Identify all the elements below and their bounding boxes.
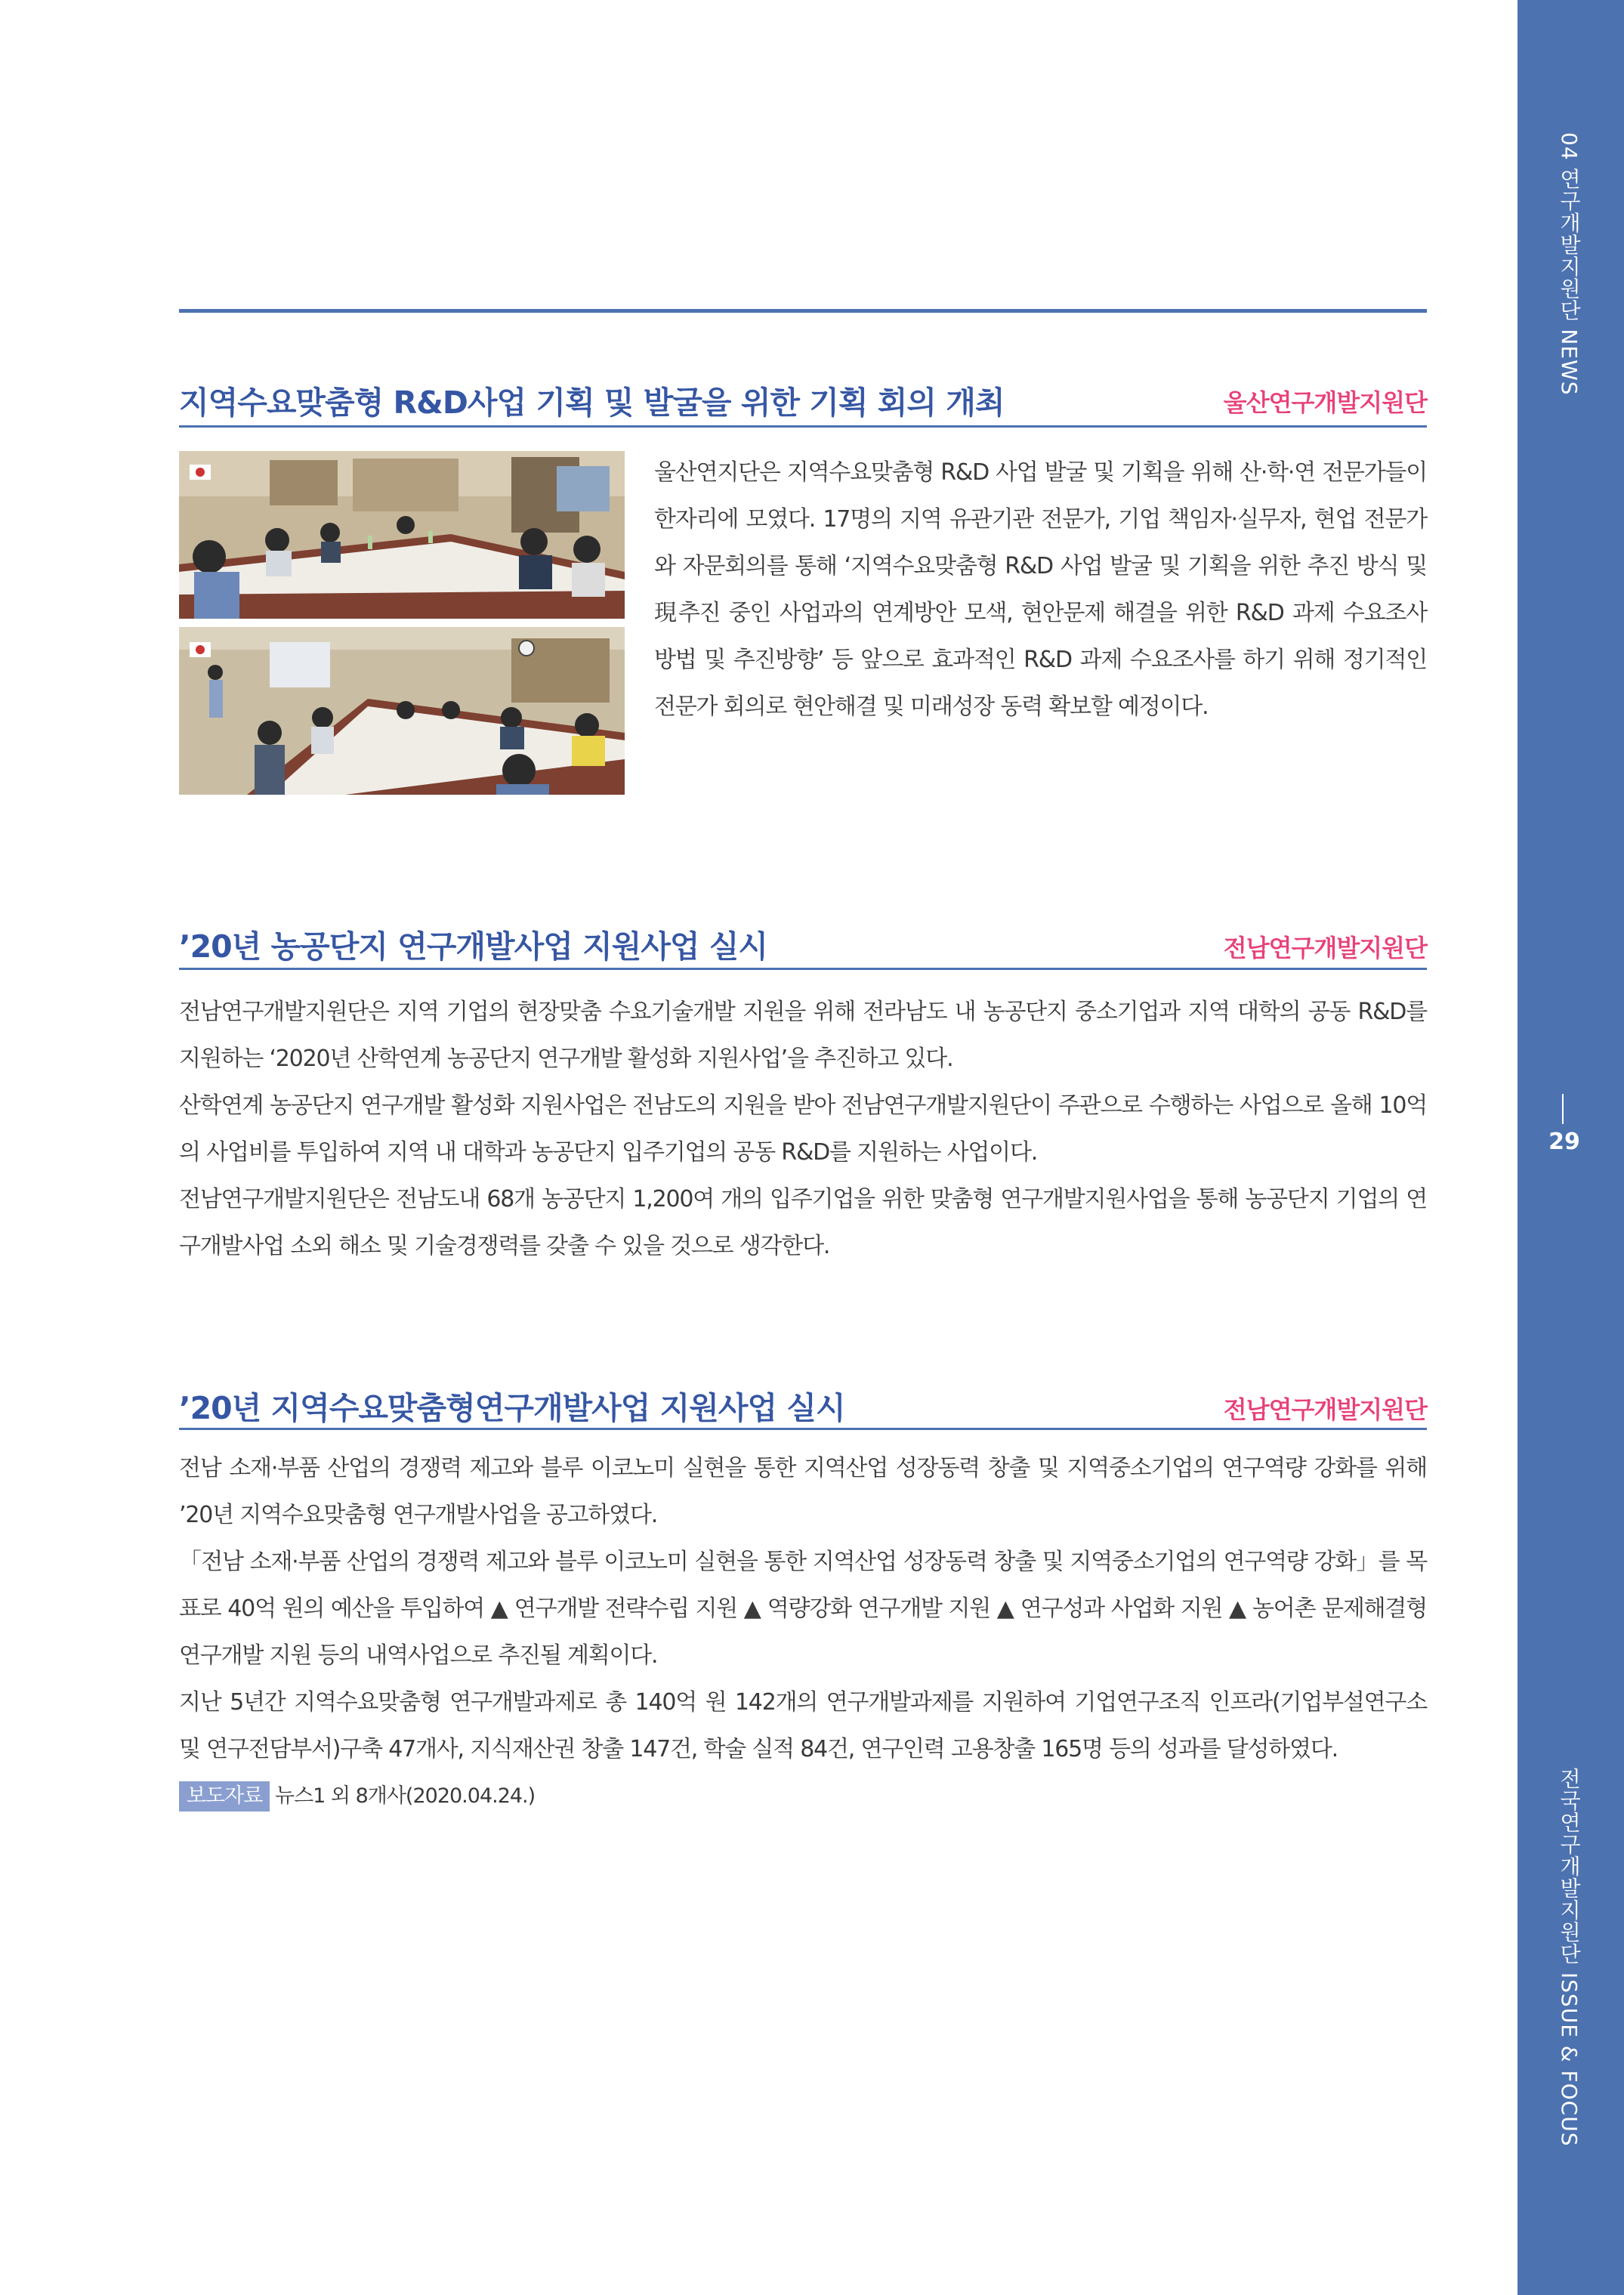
section-1-paragraph: 울산연지단은 지역수요맞춤형 R&D 사업 발굴 및 기획을 위해 산·학·연 전문가들이 한자리에 모였다. 17명의 지역 유관기관 전문가, 기업 책임자·실무자, 현업 전문가와 자문회의를 통해 ‘지역수요맞춤형 R&D 사업 발굴 및 기획을 위한 추진 방식 및 現추진 중인 사업과의 연계방안 모색, 현안문제 해결을 위한 R&D 과제 수요조사 방법 및 추진방향’ 등 앞으로 효과적인 R&D 과제 수요조사를 하기 위해 정기적인 전문가 회의로 현안해결 및 미래성장 동력 확보할 예정이다. [654, 459, 1427, 720]
section-2-divider [179, 968, 1427, 970]
top-divider [179, 309, 1427, 313]
meeting-photo-2 [179, 627, 625, 795]
section-1-body [654, 449, 1427, 731]
section-2-body [179, 989, 1427, 1270]
section-1-org: 울산연구개발지원단 [1223, 388, 1427, 417]
section-3-org: 전남연구개발지원단 [1223, 1395, 1427, 1424]
section-2-org: 전남연구개발지원단 [1223, 934, 1427, 962]
press-release-badge: 보도자료 [179, 1781, 270, 1812]
section-2-paragraph-1: 전남연구개발지원단은 지역 기업의 현장맞춤 수요기술개발 지원을 위해 전라남도 내 농공단지 중소기업과 지역 대학의 공동 R&D를 지원하는 ‘2020년 산학연계 농공단지 연구개발 활성화 지원사업’을 추진하고 있다. [179, 999, 1427, 1072]
section-3-divider [179, 1428, 1427, 1430]
section-1-divider [179, 425, 1427, 428]
section-3-paragraph-1: 전남 소재·부품 산업의 경쟁력 제고와 블루 이코노미 실현을 통한 지역산업 성장동력 창출 및 지역중소기업의 연구역량 강화를 위해 ’20년 지역수요맞춤형 연구개발사업을 공고하였다. [179, 1455, 1427, 1528]
section-3-title: ’20년 지역수요맞춤형연구개발사업 지원사업 실시 [179, 1390, 845, 1426]
section-3-paragraph-3: 지난 5년간 지역수요맞춤형 연구개발과제로 총 140억 원 142개의 연구개발과제를 지원하여 기업연구조직 인프라(기업부설연구소 및 연구전담부서)구축 47개사, 지식재산권 창출 147건, 학술 실적 84건, 연구인력 고용창출 165명 등의 성과를 달성하였다. [179, 1689, 1427, 1762]
meeting-photo-1 [179, 451, 625, 619]
sidebar-section-label: 04 연구개발지원단 NEWS [1557, 132, 1582, 396]
page-number-tick [1562, 1094, 1564, 1124]
sidebar-publication-label: 전국연구개발지원단 ISSUE & FOCUS [1557, 1768, 1582, 2147]
section-3-paragraph-2: 「전남 소재·부품 산업의 경쟁력 제고와 블루 이코노미 실현을 통한 지역산업 성장동력 창출 및 지역중소기업의 연구역량 강화」를 목표로 40억 원의 예산을 투입하여 ▲ 연구개발 전략수립 지원 ▲ 역량강화 연구개발 지원 ▲ 연구성과 사업화 지원 ▲ 농어촌 문제해결형 연구개발 지원 등의 내역사업으로 추진될 계획이다. [179, 1549, 1427, 1669]
page-number: 29 [1548, 1129, 1580, 1155]
section-2-paragraph-3: 전남연구개발지원단은 전남도내 68개 농공단지 1,200여 개의 입주기업을 위한 맞춤형 연구개발지원사업을 통해 농공단지 기업의 연구개발사업 소외 해소 및 기술경쟁력를 갖출 수 있을 것으로 생각한다. [179, 1186, 1427, 1259]
press-release-source: 뉴스1 외 8개사(2020.04.24.) [275, 1784, 536, 1808]
section-3-body [179, 1445, 1427, 1773]
section-1-title: 지역수요맞춤형 R&D사업 기획 및 발굴을 위한 기획 회의 개최 [179, 385, 1005, 421]
section-2-paragraph-2: 산학연계 농공단지 연구개발 활성화 지원사업은 전남도의 지원을 받아 전남연구개발지원단이 주관으로 수행하는 사업으로 올해 10억의 사업비를 투입하여 지역 내 대학과 농공단지 입주기업의 공동 R&D를 지원하는 사업이다. [179, 1092, 1427, 1166]
section-2-title: ’20년 농공단지 연구개발사업 지원사업 실시 [179, 928, 768, 965]
